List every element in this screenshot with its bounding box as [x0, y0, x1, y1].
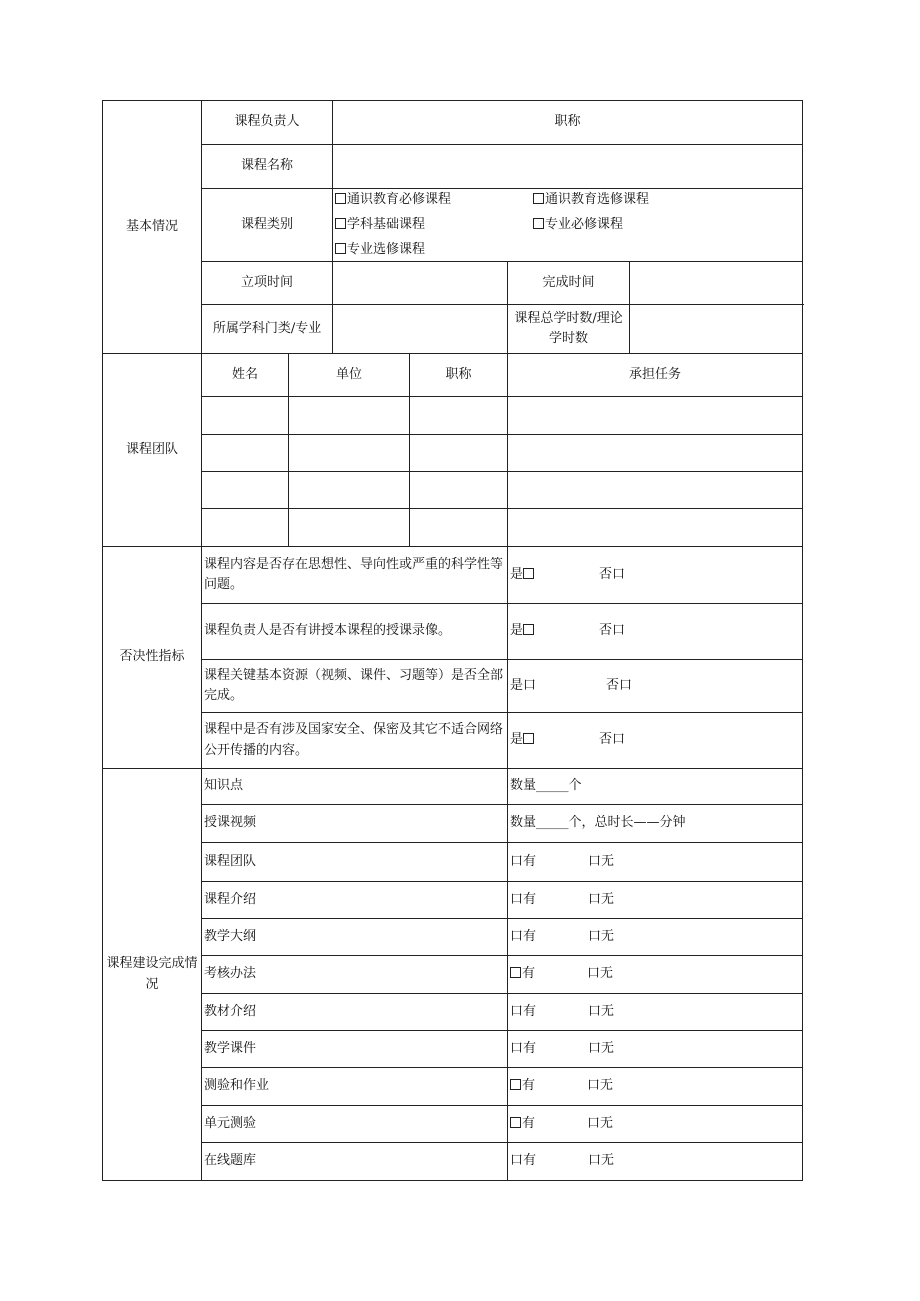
has-option[interactable]: 有	[510, 1116, 535, 1131]
veto-question: 课程中是否有涉及国家安全、保密及其它不适合网络公开传播的内容。	[202, 713, 508, 769]
veto-no-option[interactable]: 否口	[599, 623, 626, 639]
project-time-field[interactable]	[333, 262, 508, 305]
knowledge-points-count[interactable]: 数量_____个	[508, 769, 803, 805]
veto-answer	[508, 604, 803, 660]
team-cell[interactable]	[410, 472, 508, 509]
none-option[interactable]: 口无	[587, 1078, 614, 1094]
veto-no-option[interactable]: 否口	[599, 732, 626, 748]
none-option[interactable]: 口无	[588, 1003, 615, 1019]
has-option[interactable]: 口有	[510, 891, 537, 907]
veto-no-option[interactable]: 否口	[599, 566, 626, 582]
course-type-label: 课程类别	[202, 189, 333, 262]
section-veto-indicators: 否决性指标	[103, 547, 202, 769]
team-cell[interactable]	[410, 509, 508, 547]
checkbox-icon	[523, 624, 534, 635]
course-form-table	[102, 100, 803, 1181]
course-type-option[interactable]: 专业选修课程	[335, 240, 425, 260]
has-option[interactable]: 口有	[510, 1003, 537, 1019]
course-name-label: 课程名称	[202, 145, 333, 189]
none-option[interactable]: 口无	[588, 853, 615, 869]
veto-yes-option[interactable]: 是	[510, 732, 535, 747]
team-header-unit: 单位	[289, 354, 410, 397]
team-cell[interactable]	[410, 435, 508, 472]
team-cell[interactable]	[289, 472, 410, 509]
discipline-label: 所属学科门类/专业	[202, 305, 333, 354]
veto-answer	[508, 660, 803, 713]
team-cell[interactable]	[202, 509, 289, 547]
checkbox-icon	[523, 733, 534, 744]
checkbox-icon	[335, 243, 346, 254]
team-cell[interactable]	[289, 435, 410, 472]
none-option[interactable]: 口无	[588, 928, 615, 944]
has-option[interactable]: 口有	[510, 1153, 537, 1169]
team-cell[interactable]	[202, 397, 289, 435]
none-option[interactable]: 口无	[587, 966, 614, 982]
course-type-option[interactable]: 通识教育选修课程	[533, 190, 649, 210]
course-leader-label: 课程负责人	[202, 101, 333, 145]
team-cell[interactable]	[410, 397, 508, 435]
team-row	[103, 435, 803, 472]
course-type-options	[333, 189, 803, 262]
completion-item-answer	[508, 882, 803, 919]
completion-item-label: 课程团队	[202, 843, 508, 882]
completion-item-label: 教材介绍	[202, 994, 508, 1031]
team-header-name: 姓名	[202, 354, 289, 397]
total-hours-field[interactable]	[630, 305, 803, 354]
completion-item-answer	[508, 1106, 803, 1143]
checkbox-icon	[510, 967, 521, 978]
course-name-field[interactable]	[333, 145, 803, 189]
team-cell[interactable]	[289, 509, 410, 547]
veto-answer	[508, 547, 803, 604]
completion-item-answer	[508, 1031, 803, 1068]
checkbox-icon	[533, 193, 544, 204]
team-cell[interactable]	[508, 435, 803, 472]
section-basic-info: 基本情况	[103, 101, 202, 354]
has-option[interactable]: 口有	[510, 928, 537, 944]
team-row	[103, 509, 803, 547]
team-cell[interactable]	[508, 472, 803, 509]
team-cell[interactable]	[202, 472, 289, 509]
completion-item-label: 课程介绍	[202, 882, 508, 919]
team-header-title: 职称	[410, 354, 508, 397]
team-row	[103, 472, 803, 509]
completion-item-answer	[508, 919, 803, 956]
lecture-video-count[interactable]: 数量_____个，总时长——分钟	[508, 805, 803, 843]
completion-item-answer	[508, 956, 803, 994]
team-cell[interactable]	[508, 397, 803, 435]
checkbox-icon	[335, 218, 346, 229]
project-time-label: 立项时间	[202, 262, 333, 305]
veto-yes-option[interactable]: 是口	[510, 677, 537, 693]
team-header-task: 承担任务	[508, 354, 803, 397]
checkbox-icon	[533, 218, 544, 229]
completion-item-label: 教学课件	[202, 1031, 508, 1068]
section-course-team: 课程团队	[103, 354, 202, 547]
lecture-video-label: 授课视频	[202, 805, 508, 843]
course-type-option[interactable]: 通识教育必修课程	[335, 190, 451, 210]
completion-item-label: 教学大纲	[202, 919, 508, 956]
veto-question: 课程关键基本资源（视频、课件、习题等）是否全部完成。	[202, 660, 508, 713]
none-option[interactable]: 口无	[587, 1115, 614, 1131]
veto-answer	[508, 713, 803, 769]
section-completion-status: 课程建设完成情况	[103, 769, 202, 1181]
checkbox-icon	[510, 1117, 521, 1128]
course-type-option[interactable]: 专业必修课程	[533, 215, 623, 235]
checkbox-icon	[335, 193, 346, 204]
discipline-field[interactable]	[333, 305, 508, 354]
veto-question: 课程负责人是否有讲授本课程的授课录像。	[202, 604, 508, 660]
completion-item-label: 考核办法	[202, 956, 508, 994]
completion-item-answer	[508, 994, 803, 1031]
veto-no-option[interactable]: 否口	[606, 677, 633, 693]
team-cell[interactable]	[202, 435, 289, 472]
completion-item-label: 测验和作业	[202, 1068, 508, 1106]
none-option[interactable]: 口无	[588, 1153, 615, 1169]
course-type-option[interactable]: 学科基础课程	[335, 215, 425, 235]
completion-item-label: 单元测验	[202, 1106, 508, 1143]
total-hours-label: 课程总学时数/理论学时数	[508, 305, 630, 354]
title-label: 职称	[333, 101, 803, 145]
checkbox-icon	[523, 568, 534, 579]
completion-item-answer	[508, 1143, 803, 1181]
team-row	[103, 397, 803, 435]
none-option[interactable]: 口无	[588, 1040, 615, 1056]
checkbox-icon	[510, 1079, 521, 1090]
has-option[interactable]: 口有	[510, 853, 537, 869]
completion-item-answer	[508, 1068, 803, 1106]
none-option[interactable]: 口无	[588, 891, 615, 907]
has-option[interactable]: 有	[510, 966, 535, 981]
veto-question: 课程内容是否存在思想性、导向性或严重的科学性等问题。	[202, 547, 508, 604]
veto-yes-option[interactable]: 是	[510, 567, 535, 582]
finish-time-field[interactable]	[630, 262, 803, 305]
knowledge-points-label: 知识点	[202, 769, 508, 805]
team-cell[interactable]	[289, 397, 410, 435]
completion-item-answer	[508, 843, 803, 882]
has-option[interactable]: 口有	[510, 1040, 537, 1056]
veto-yes-option[interactable]: 是	[510, 623, 535, 638]
team-cell[interactable]	[508, 509, 803, 547]
completion-item-label: 在线题库	[202, 1143, 508, 1181]
has-option[interactable]: 有	[510, 1078, 535, 1093]
finish-time-label: 完成时间	[508, 262, 630, 305]
